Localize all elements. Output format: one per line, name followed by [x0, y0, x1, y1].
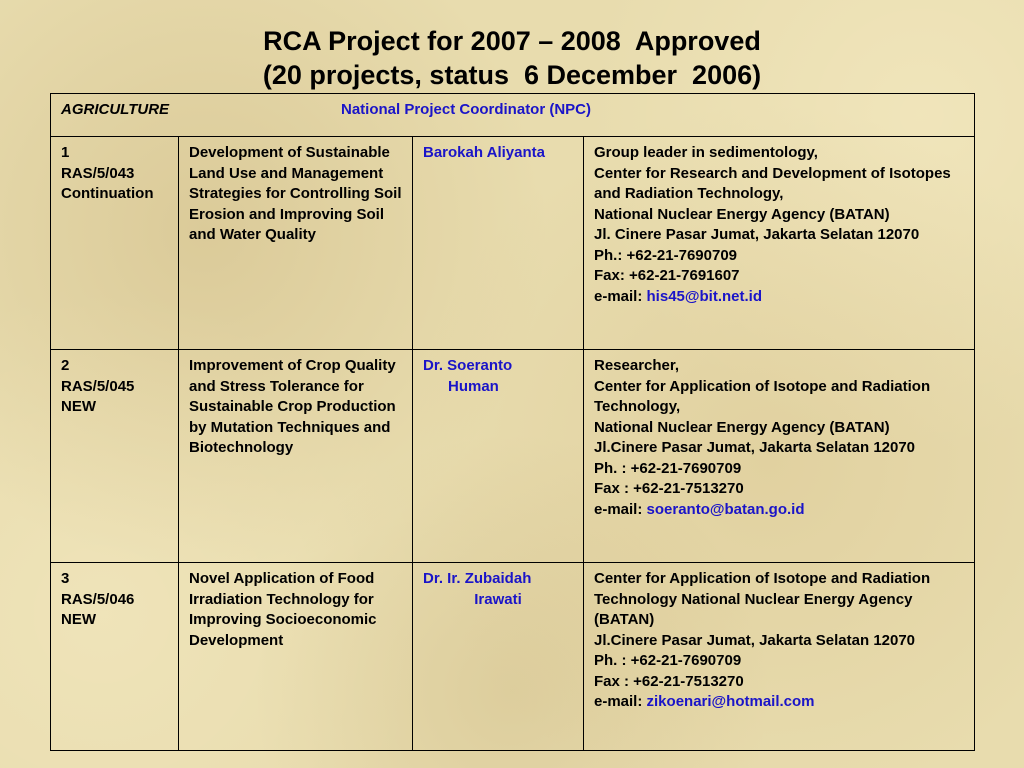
project-title: Novel Application of Food Irradiation Technology for Improving Socioeconomic Development — [179, 563, 413, 751]
projects-table — [50, 93, 975, 751]
project-code: RAS/5/043 — [61, 164, 135, 182]
project-status: Continuation — [61, 185, 154, 202]
npc-name-line-1: Barokah Aliyanta — [423, 144, 545, 161]
npc-header-label: National Project Coordinator (NPC) — [341, 101, 592, 118]
email-line — [594, 287, 964, 308]
title-line-2: (20 projects, status 6 December 2006) — [262, 60, 762, 90]
email-link[interactable]: zikoenari@hotmail.com — [646, 693, 815, 710]
contact-cell — [584, 563, 975, 751]
project-id-cell — [51, 137, 179, 350]
table-row — [51, 137, 975, 350]
email-line — [594, 500, 964, 521]
project-code: RAS/5/046 — [61, 590, 135, 608]
npc-name-line-2: Irawati — [474, 590, 522, 608]
npc-name-cell — [413, 137, 584, 350]
project-code: RAS/5/045 — [61, 377, 135, 395]
slide-title — [0, 24, 1024, 92]
npc-name-cell — [413, 350, 584, 563]
table-row — [51, 563, 975, 751]
email-label: e-mail: — [594, 287, 647, 305]
email-link[interactable]: his45@bit.net.id — [646, 287, 762, 305]
header-cell — [51, 94, 975, 137]
npc-name-line-1: Dr. Soeranto — [423, 357, 513, 374]
project-id-cell — [51, 563, 179, 751]
project-number: 2 — [61, 357, 70, 374]
sector-label: AGRICULTURE — [61, 101, 170, 118]
npc-name-cell — [413, 563, 584, 751]
contact-details: Researcher, Center for Application of Isotope and Radiation Technology, National Nuclear Energy Agency (BATAN) Jl.Cinere Pasar Jumat, Jakarta Selatan 12070 Ph. : +62-21-7690709 Fax : +62-21-7513270 — [594, 357, 931, 497]
contact-cell — [584, 137, 975, 350]
table-header-row — [51, 94, 975, 137]
contact-cell — [584, 350, 975, 563]
project-status: NEW — [61, 398, 96, 415]
title-line-1: RCA Project for 2007 – 2008 Approved — [263, 26, 761, 56]
email-line — [594, 692, 964, 713]
contact-details: Center for Application of Isotope and Radiation Technology National Nuclear Energy Agency (BATAN) Jl.Cinere Pasar Jumat, Jakarta Selatan 12070 Ph. : +62-21-7690709 Fax : +62-21-7513270 — [594, 570, 931, 690]
project-title: Improvement of Crop Quality and Stress Tolerance for Sustainable Crop Production by Mutation Techniques and Biotechnology — [179, 350, 413, 563]
project-title: Development of Sustainable Land Use and Management Strategies for Controlling Soil Erosion and Improving Soil and Water Quality — [179, 137, 413, 350]
table-row — [51, 350, 975, 563]
email-link[interactable]: soeranto@batan.go.id — [646, 500, 805, 518]
project-id-cell — [51, 350, 179, 563]
email-label: e-mail: — [594, 500, 647, 518]
email-label: e-mail: — [594, 693, 647, 710]
contact-details: Group leader in sedimentology, Center for Research and Development of Isotopes and Radiation Technology, National Nuclear Energy Agency (BATAN) Jl. Cinere Pasar Jumat, Jakarta Selatan 12070 Ph.: +62-21-7690709 Fax: +62-21-7691607 — [594, 144, 951, 284]
npc-name-line-2: Human — [448, 377, 499, 395]
project-number: 1 — [61, 144, 70, 161]
project-number: 3 — [61, 570, 70, 587]
npc-name-line-1: Dr. Ir. Zubaidah — [423, 570, 532, 587]
project-status: NEW — [61, 611, 96, 628]
